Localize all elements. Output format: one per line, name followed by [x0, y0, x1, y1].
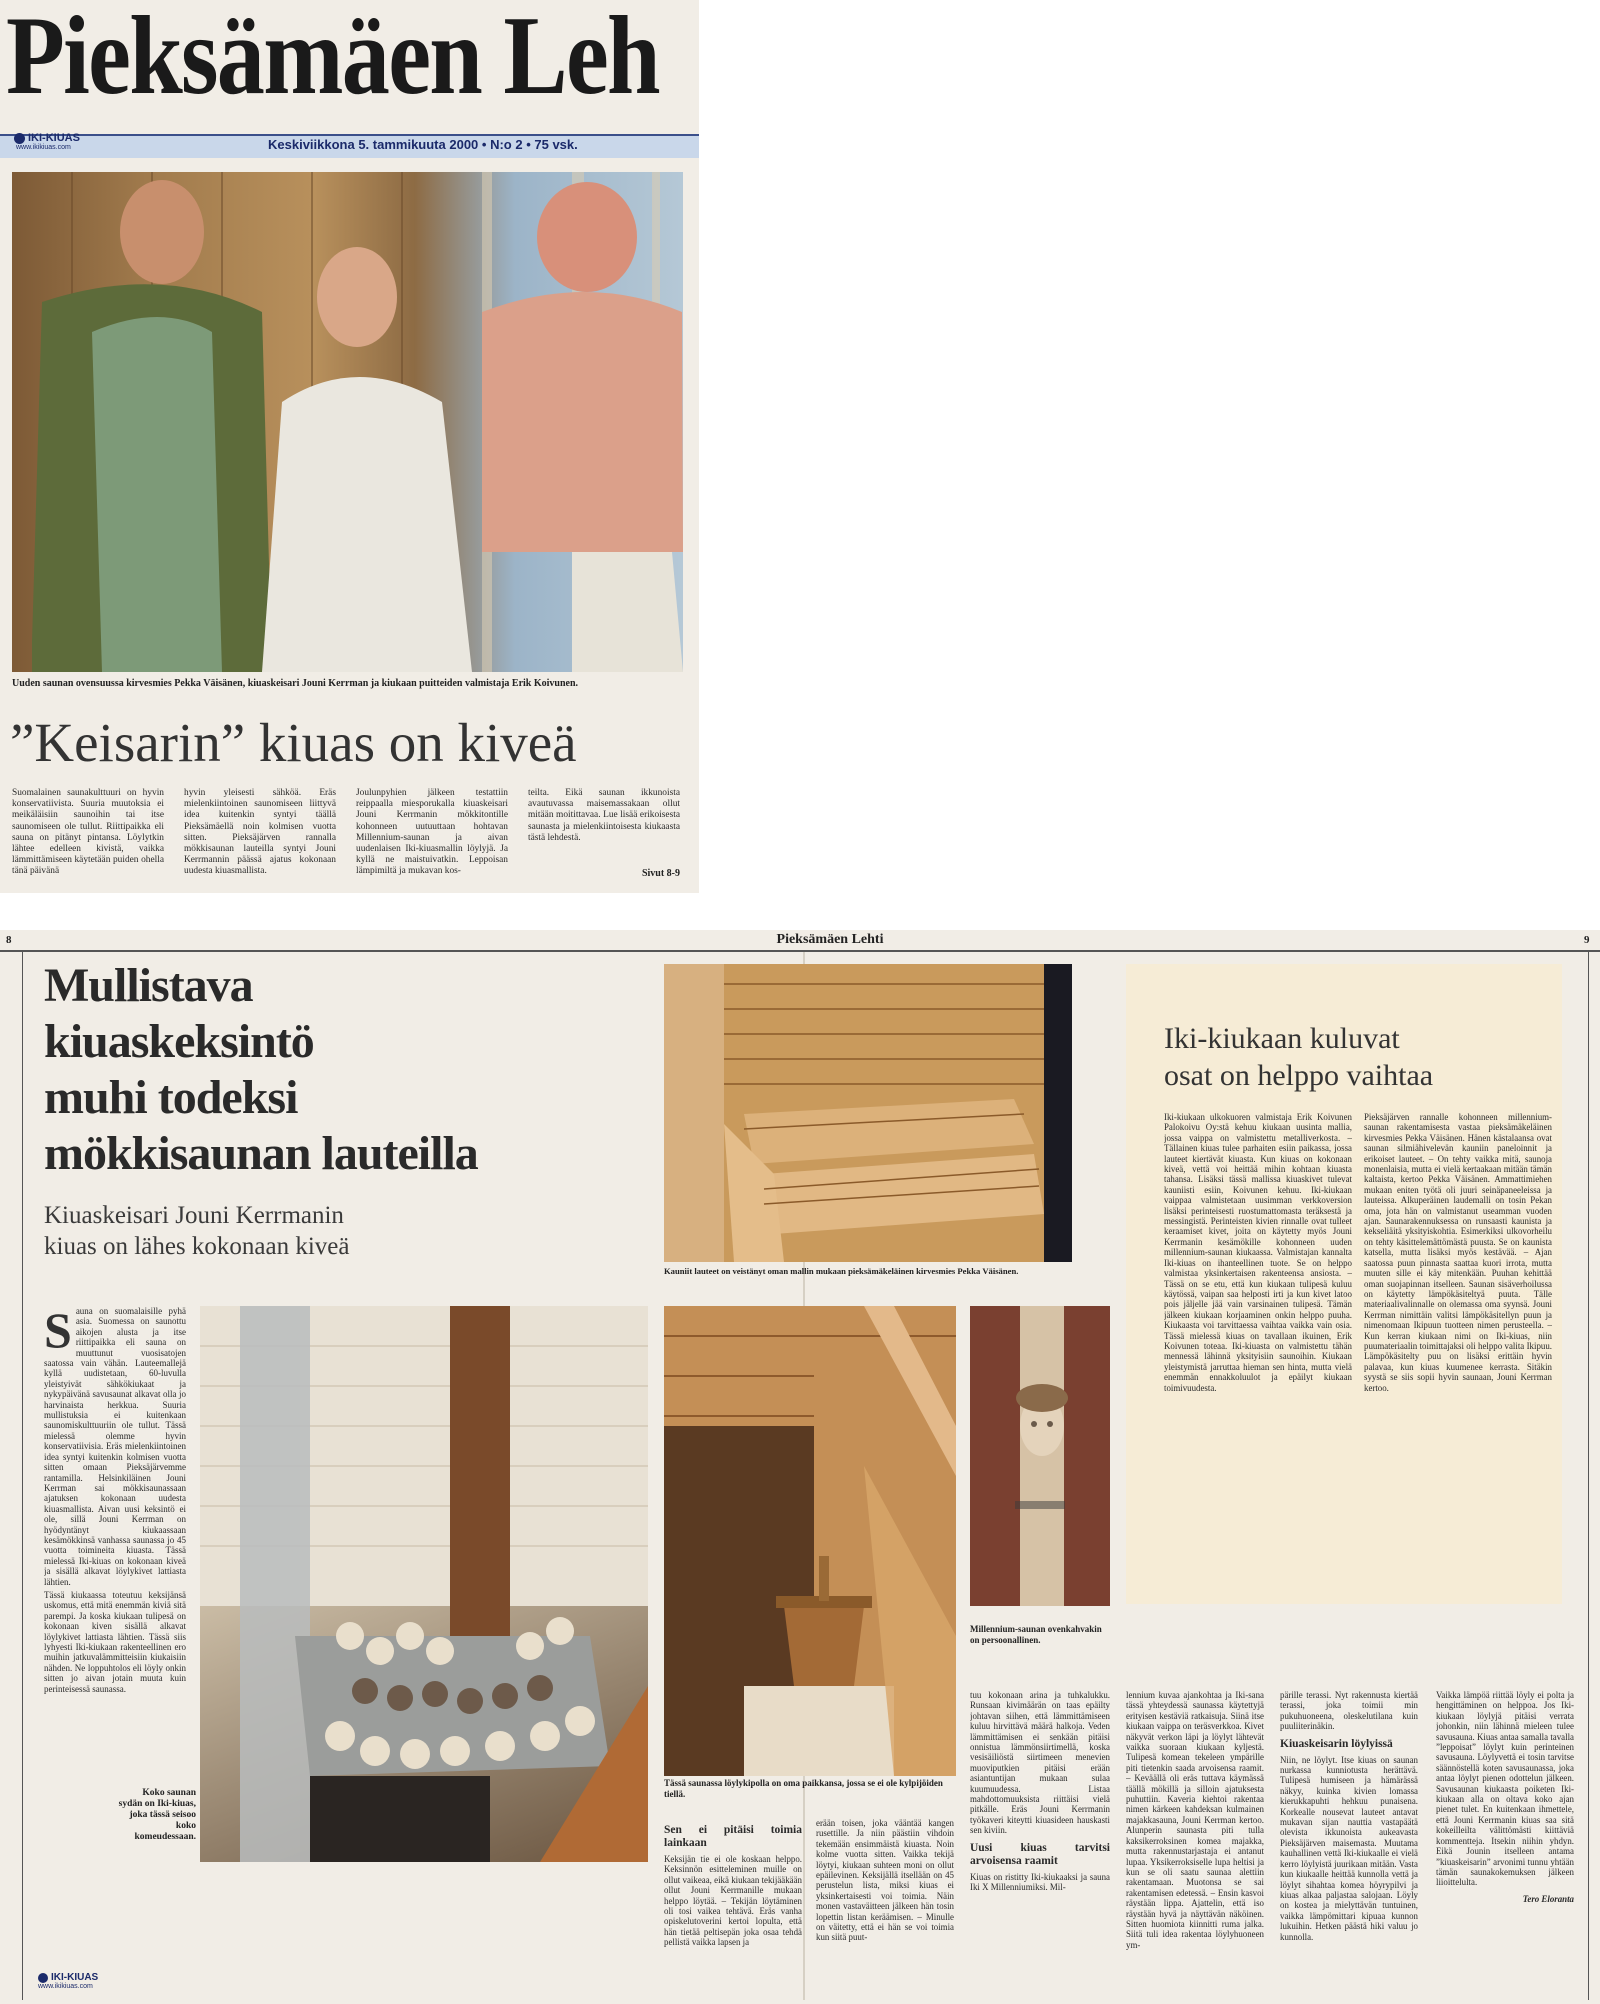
right-col-2: Pieksäjärven rannalle kohonneen millennium-saunan rakentamisesta vastaa pieksämäkeläinen kirvesmies Pekka Väisänen. Hänen kästalaansa ovat saunan silmiähivelevän kauniin paneloinnit ja erikoiset lauteet. – On tehty vaikka mitä, saunoja monenlaisia, mutta ei vielä kertaakaan mitään tämän kaltaista, kertoo Pekka Väisänen. Ammattimiehen mukaan eniten työtä oli juuri seinäpaneeleissa ja lauteissa. Alkuperäinen laudemalli on tosin Pekan oma, jota hän on valmistanut useamman vuoden ajan. Saunarakennuksessa on runsaasti kaunista ja kekseliäitä yksityiskohtia. Esimerkiksi ulkovorheilu on tehty käsittelemättömästä puusta. Se on kaunista katsella, mutta lisäksi myös kestävää. – Ajan saatossa puun pinnasta saattaa kuori irrota, mutta muuten sille ei käy mitenkään. Puuhan kehittää oman suojapinnan itselleen. Saunan sisäverhoilussa on käytetty lämpökäsiteltyä puuta. Tälle materiaalivalinnalle on olemassa oma syynsä. Jouni Kerrman nimittäin valitsi lämpökäsitellyn puun ja nimenomaan Ikipuun tuotteen nimen perusteella. – Kun kerran kiukaan nimi on Iki-kiuas, niin puumateriaalin toimittajaksi oli helppo valita Ikipuu. Lämpökäsitelty puu on lisäksi erittäin hyvin palavaa, kun kiuas kuumenee kerrasta. Sitäkin syystä se siis sopii hyvin saunaan, Jouni Kerrman kertoo. [1364, 1112, 1552, 1393]
dateline: Keskiviikkona 5. tammikuuta 2000 • N:o 2 • 75 vsk. [268, 137, 578, 152]
bucket-caption: Tässä saunassa löylykipolla on oma paikkansa, jossa se ei ole kylpijöiden tiellä. [664, 1778, 943, 1799]
running-head: Pieksämäen Lehti [776, 932, 884, 947]
stove-caption: Koko saunan sydän on Iki-kiuas, joka tässä seisoo koko komeudessaan. [118, 1788, 196, 1842]
intro-column [44, 1306, 186, 1704]
paragraph: pärille terassi. Nyt rakennusta kiertää terassi, joka toimii min pukuhuoneena, oleskelutilana kuin puuliiterinäkin. [1280, 1690, 1418, 1732]
brand-logo [14, 132, 114, 158]
spread-headline [44, 958, 644, 1180]
right-headline-line: osat on helppo vaihtaa [1164, 1059, 1434, 1092]
front-photo [12, 172, 683, 672]
bucket-photo-art [664, 1306, 956, 1776]
paragraph: Kiuas on ristitty Iki-kiukaaksi ja sauna Iki X Millenniumiksi. Mil- [970, 1871, 1110, 1893]
body-col-5 [1280, 1690, 1418, 1996]
bench-caption: Kauniit lauteet on veistänyt oman mallin mukaan pieksämäkeläinen kirvesmies Pekka Väisänen. [664, 1266, 1019, 1276]
subheading: Uusi kiuas tarvitsi arvoisensa raamit [970, 1841, 1110, 1867]
right-headline [1164, 1020, 1554, 1104]
headline-line: muhi todeksi [44, 1071, 298, 1124]
carving-caption: Millennium-saunan ovenkahvakin on persoonallinen. [970, 1624, 1102, 1645]
masthead [6, 0, 699, 122]
logo-url: www.ikikiuas.com [38, 1983, 93, 1990]
subhead-line: kiuas on lähes kokonaan kiveä [44, 1233, 350, 1260]
front-col-2: hyvin yleisesti sähköä. Eräs mielenkiintoinen saunomiseen liittyvä idea kuitenkin syntyi täällä Pieksämäellä noin kolmisen vuotta sitten. Pieksäjärven rannalla mökkisaunan lauteilla syntyi Jouni Kerrmannin päässä ajatus kokonaan uudesta kiuasmallista. [184, 788, 336, 877]
body-col-1 [664, 1818, 802, 1996]
subheading: Sen ei pitäisi toimia lainkaan [664, 1824, 802, 1849]
bucket-photo [664, 1306, 956, 1776]
logo-url: www.ikikiuas.com [16, 144, 71, 151]
right-headline-line: Iki-kiukaan kuluvat [1164, 1022, 1400, 1055]
right-border [1588, 952, 1589, 2000]
drop-cap: S [44, 1306, 72, 1358]
front-photo-caption: Uuden saunan ovensuussa kirvesmies Pekka Väisänen, kiuaskeisari Jouni Kerrman ja kiukaan puitteiden valmistaja Erik Koivunen. [12, 678, 579, 689]
front-col-1: Suomalainen saunakulttuuri on hyvin konservatiivista. Suuria muutoksia ei meikäläisiin saunoihin tai itse saunomiseen ole tullut. Riittipaikka eli sauna on pitänyt pintansa. Löylytkin lähtee edelleen kivistä, vaikka lämmittämiseen käytetään puiden ohella tänä päivänä [12, 788, 164, 877]
headline-line: Mullistava [44, 959, 253, 1012]
intro-paragraph-2: Tässä kiukaassa toteutuu keksijänsä uskomus, että mitä enemmän kiviä sitä parempi. Ja koska kiukaan tulipesä on kokonaan kiven sisällä alkavat löylykivet lattiasta lähtien. Tässä siis lyhyesti Iki-kiukaan rakenteellinen ero muihin jatkuvalämmitteisiin kiukaisiin nähden. Ne loppuhtolos eli löyly onkin sitten jo aivan jotain muuta kuin perinteisessä saunassa. [44, 1589, 186, 1694]
logo-text: IKI-KIUAS [28, 132, 80, 144]
date-text: Keskiviikkona 5. tammikuuta 2000 [268, 137, 479, 152]
carving-photo [970, 1306, 1110, 1606]
front-headline: ”Keisarin” kiuas on kiveä [10, 712, 577, 773]
body-col-6 [1436, 1690, 1574, 1996]
volume-number: 75 vsk. [534, 137, 578, 152]
front-col-3: Joulunpyhien jälkeen testattiin reippaalla miesporukalla kiuaskeisari Jouni Kerrmanin mökkitontille kohonneen uutuuttaan hohtavan Millennium-saunan ja aivan uudenlaisen Iki-kiuasmallin löylyjä. Ja kyllä ne maistuivatkin. Leppoisan lämpimiltä ja mukavan kos- [356, 788, 508, 877]
headline-line: kiuaskeksintö [44, 1015, 314, 1068]
front-photo-art [12, 172, 683, 672]
stove-photo-art [200, 1306, 648, 1862]
right-col-1: Iki-kiukaan ulkokuoren valmistaja Erik Koivunen Palokoivu Oy:stä kehuu kiukaan uusinta mallia, jossa vaippa on valmistettu metalliverkosta. – Tällainen kiuas tulee parhaiten esiin paikassa, jossa lauteet kiertävät kiuasta. Kun kiuas on kokonaan kiveä, vettä voi heittää mihin kohtaan kiuasta tahansa. Lisäksi tässä mallissa kiuaskivet tulevat kauniisti esiin, Koivunen kehuu. Iki-kiukaan vaippaa valmistetaan uusimman verkkoversion lisäksi perinteisesti ruostumattomasta teräksestä ja messingistä. Perinteisten kivien rinnalle ovat tulleet keraamiset kivet, joita on käytetty myös Jouni Kerrmanin kesämökille kohonneen uuden millennium-saunan kiukaassa. Valmistajan kannalta Iki-kiuas on ihanteellinen tuote. Se on helppo valmistaa yksinkertaisen rakenteensa ansiosta. – Tässä on se etu, että kun kiukaan tulipesä kuluu käytössä, vaipan saa helposti irti ja kun kivet latoo pois jäljelle jää vain varsinainen tulipesä. Tämän jälkeen kiukaan korjaaminen onkin helppo puuha. Kiukaasta voi tarvittaessa vaihtaa vaikka vain osia. Tässä mielessä kiuas on tavallaan ikuinen, Erik Koivunen toteaa. Iki-kiuasta on valmistettu tähän mennessä lähinnä yksityisiin saunoihin. Kiukaan yleistymistä jarruttaa hieman sen hinta, mutta vielä enemmän ennakkoluulot ja epäilyt kiukaan toimivuudesta. [1164, 1112, 1352, 1393]
body-col-3 [970, 1690, 1110, 1996]
paragraph: Keksijän tie ei ole koskaan helppo. Keksinnön esitteleminen muille on ollut vaikeaa, eikä kiukaan tekijääkään ollut Jouni Kerrmanille mukaan helppo löytää. – Tekijän löytäminen oli tosi vaikea tehtävä. Eräs vanha opiskelutoverini kertoi lopulta, että hän tietää peltisepän joka osaa tehdä pellistä vaikka lapsen ja [664, 1854, 802, 1948]
byline: Tero Eloranta [1522, 1893, 1574, 1904]
body-col-4: lennium kuvaa ajankohtaa ja Iki-sana tässä yhteydessä saunassa käytettyjä erityisen kestäviä ratkaisuja. Siinä itse kiukaan vaippa on teräsverkkoa. Kivet näkyvät verkon läpi ja löylyt lähtevät vaikka suoraan kiukaan kyljestä. Tulipesä komean tekeleen ympärille piti tietenkin saada arvoisensa raamit. – Keväällä oli eräs tuttava käymässä täällä mökillä ja silloin ajatuksesta puhuttiin. Kaveria kiehtoi rakentaa nimen kärkeen kahdeksan kulmainen majakkasauna, Jouni Kerrman kertoo. Alunperin saunasta piti tulla kaksikerroksinen komea majakka, mutta rakennustarjastaja ei antanut lupaa. Yksikerroksiselle lupa heltisi ja kun se oli saatu saunaa alettiin rakentamaan. Muotonsa se sai rakentamisen edetessä. – Ensin kasvoi räystään lippa. Ajattelin, että iso räystään hyvä ja näyttävän näköinen. Sitten huomiota kiinnitti ruma jalka. Siitä tuli idea rakentaa löylyhuoneen ym- [1126, 1690, 1264, 1950]
logo-text: IKI-KIUAS [51, 1972, 99, 1983]
issue-number: N:o 2 [490, 137, 523, 152]
paragraph: Vaikka lämpöä riittää löyly ei polta ja hengittäminen on helppoa. Jos Iki-kiukaan löylyjä pitäisi verrata johonkin, niin lähinnä mieleen tulee savusauna. Kiuas antaa samalla tavalla ”leppoisat” löylyt kuin perinteinen savusauna. Löylyvettä ei tosin tarvitse säännöstellä koten savusaunassa, joka antaa löylyt pienen odottelun jälkeen. Savusaunan kiukaasta poiketen Iki-kiukaan alla on oltava koko ajan pienet tulet. En kuitenkaan ihmettele, että Jouni Kerrmanin kiuas saa sitä kokeilleilta välittömästi kiittäviä kommentteja. Itsekin niihin yhdyn. Eikä Jounin itselleen antama ”kiuaskeisarin” arvonimi tunnu yhtään tämän saunakokemuksen jälkeen liioittelulta. [1436, 1690, 1574, 1888]
spread-logo [38, 1972, 138, 1998]
page-number-right: 9 [1584, 934, 1590, 946]
body-col-2: erään toisen, joka vääntää kangen rusettille. Ja niin päästiin vihdoin tekemään ensimmäistä kiuasta. Noin kolme vuotta sitten. Vaikka tekijä löytyi, kiukaan suhteen moni on ollut epäilevinen. Keksijällä itsellään on 45 perustelun lista, miksi kiuas ei yksinkertaisesti voi toimia. Näin monen vastaväitteen jälkeen hän tosin lopettin listan keräämisen. – Minulle on väitetty, että ei hän se voi toimia kun siitä puut- [816, 1818, 954, 1943]
subheading: Kiuaskeisarin löylyissä [1280, 1737, 1393, 1750]
pages-ref: Sivut 8-9 [641, 868, 680, 879]
front-col-4: teilta. Eikä saunan ikkunoista avautuvassa maisemassakaan ollut mitään moitittavaa. Lue lisää erikoisesta saunasta ja mielenkiintoisesta kiukaasta tästä lehdestä. [528, 788, 680, 843]
bench-photo [664, 964, 1072, 1262]
headline-line: mökkisaunan lauteilla [44, 1127, 478, 1180]
page-number-left: 8 [6, 934, 12, 946]
bench-photo-art [664, 964, 1072, 1262]
spread-subhead [44, 1200, 644, 1264]
stove-photo [200, 1306, 648, 1862]
top-rule [0, 950, 1600, 952]
masthead-title: Pieksämäen Leh [6, 0, 659, 118]
carving-photo-art [970, 1306, 1110, 1606]
paragraph: Niin, ne löylyt. Itse kiuas on saunan nurkassa kunniotusta herättävä. Tulipesä humiseen ja hämärässä näkyy, kuinka kivien lomassa kierukkapuhti hehkuu punaisena. Korkealle nousevat lauteet antavat mukavan sijan nauttia vastapäätä olevista ikkunoista aukeavasta Pieksäjärven maisemasta. Muutama kauhallinen vettä Iki-kiukaalle ei vielä kerro löylyistä juurikaan mitään. Vasta kun kiukaalle heittää kunnolla vettä ja löylyt sihahtaa komea höyrypilvi ja kiuas alkaa paljastaa salojaan. Löyly on kostea ja mielyttävän tuntuinen, vaikka lämpömittari kipuaa kunnon lukuihin. Hetken päästä hiki valuu jo kunnolla. [1280, 1754, 1418, 1942]
flame-icon [14, 133, 25, 144]
intro-paragraph: auna on suomalaisille pyhä asia. Suomessa on saunottu aikojen alusta ja itse riittipaikka eli sauna on muuttunut vuosisatojen saatossa vain vähän. Lauteemallejä kyllä uudistetaan, 60-luvulla yleistyivät sähkökiukaat ja nykypäivänä savusaunat alkavat olla jo harvinaista herkkua. Suuria mullistuksia ei kuitenkaan saunomiskulttuuriin ole tullut. Tässä mielessä olemme hyvin konservatiivisia. Eräs mielenkiintoinen idea syntyi kuitenkin kolmisen vuotta sitten omaan Pieksäjärvemme rantamilla. Helsinkiläinen Jouni Kerrman sai mökkisaunassaan ajatuksen kokonaan uudesta kiuasmallista. Aivan uusi keksintö ei ole, sillä Jouni Kerrman on hyödyntänyt kiukaassaan kesämökkinsä vanhassa saunassa jo 45 vuotta toimineita kiuasta. Tässä mielessä Iki-kiuas on kokonaan kiveä ja sisällä alkavat löylykivet lattiasta lähtien. [44, 1306, 186, 1587]
paragraph: tuu kokonaan arina ja tuhkalukku. Runsaan kivimäärän on taas epäilty johtavan siihen, että lämmittämiseen kuluu hirvittävä määrä halkoja. Veden lämmittämisen ei senkään pitäisi onnistua lämmönsiirtimellä, koska vesisäiliöstä siirtimeen menevien muoviputkien pitäisi erään asiantuntijan mukaan sulaa kuumuudessa. Listaa mahdottomuuksista riittäisi vielä pitkälle. Eräs Jouni Kerrmanin työkaveri kiteytti kiuasideen hauskasti sen kiviin. [970, 1690, 1110, 1836]
subhead-line: Kiuaskeisari Jouni Kerrmanin [44, 1202, 344, 1229]
flame-icon [38, 1973, 48, 1983]
left-border [22, 952, 23, 2000]
